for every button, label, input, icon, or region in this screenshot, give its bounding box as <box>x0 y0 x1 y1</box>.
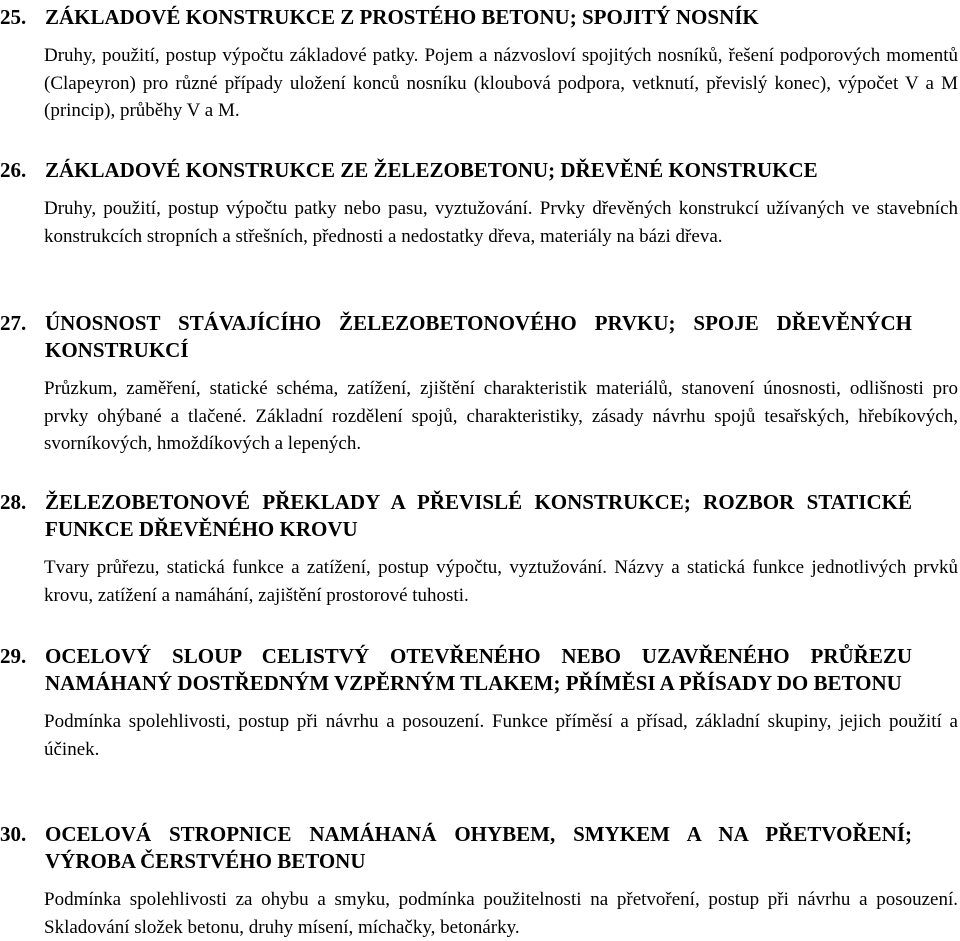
section-number: 27. <box>0 311 27 335</box>
section-25 <box>0 4 960 125</box>
section-title: ZÁKLADOVÉ KONSTRUKCE ZE ŽELEZOBETONU; DŘEVĚNÉ KONSTRUKCE <box>45 158 818 182</box>
section-body: Podmínka spolehlivosti, postup při návrhu a posouzení. Funkce příměsí a přísad, základní skupiny, jejich použití a účinek. <box>44 711 958 760</box>
section-30 <box>0 821 960 941</box>
section-number: 28. <box>0 490 27 514</box>
section-title: ÚNOSNOST STÁVAJÍCÍHO ŽELEZOBETONOVÉHO PRVKU; SPOJE DŘEVĚNÝCH KONSTRUKCÍ <box>45 311 912 362</box>
section-body: Druhy, použití, postup výpočtu patky nebo pasu, vyztužování. Prvky dřevěných konstrukcí užívaných ve stavebních konstrukcích stropních a střešních, přednosti a nedostatky dřeva, materiály na bázi dřeva. <box>44 198 958 247</box>
section-number: 25. <box>0 5 27 29</box>
section-number: 30. <box>0 822 27 846</box>
section-26 <box>0 157 960 250</box>
section-28 <box>0 489 960 609</box>
section-heading <box>0 821 912 875</box>
section-heading <box>0 310 912 364</box>
section-title: ŽELEZOBETONOVÉ PŘEKLADY A PŘEVISLÉ KONSTRUKCE; ROZBOR STATICKÉ FUNKCE DŘEVĚNÉHO KROVU <box>45 490 912 541</box>
section-number: 29. <box>0 644 27 668</box>
section-body: Průzkum, zaměření, statické schéma, zatížení, zjištění charakteristik materiálů, stanovení únosnosti, odlišnosti pro prvky ohýbané a tlačené. Základní rozdělení spojů, charakteristiky, zásady návrhu spojů tesařských, hřebíkových, svorníkových, hmoždíkových a lepených. <box>44 378 958 454</box>
section-heading <box>0 489 912 543</box>
section-title: OCELOVÁ STROPNICE NAMÁHANÁ OHYBEM, SMYKEM A NA PŘETVOŘENÍ; VÝROBA ČERSTVÉHO BETONU <box>45 822 912 873</box>
section-body: Tvary průřezu, statická funkce a zatížení, postup výpočtu, vyztužování. Názvy a statická funkce jednotlivých prvků krovu, zatížení a namáhání, zajištění prostorové tuhosti. <box>44 557 958 606</box>
section-heading <box>0 157 912 184</box>
section-title: ZÁKLADOVÉ KONSTRUKCE Z PROSTÉHO BETONU; SPOJITÝ NOSNÍK <box>45 5 759 29</box>
section-29 <box>0 643 960 763</box>
section-body: Druhy, použití, postup výpočtu základové patky. Pojem a názvosloví spojitých nosníků, řešení podporových momentů (Clapeyron) pro různé případy uložení konců nosníku (kloubová podpora, vetknutí, převislý konec), výpočet V a M (princip), průběhy V a M. <box>44 45 958 121</box>
section-body: Podmínka spolehlivosti za ohybu a smyku, podmínka použitelnosti na přetvoření, postup při návrhu a posouzení. Skladování složek betonu, druhy mísení, míchačky, betonárky. <box>44 889 958 938</box>
section-heading <box>0 4 912 31</box>
section-27 <box>0 310 960 458</box>
section-title: OCELOVÝ SLOUP CELISTVÝ OTEVŘENÉHO NEBO UZAVŘENÉHO PRŮŘEZU NAMÁHANÝ DOSTŘEDNÝM VZPĚRNÝM TLAKEM; PŘÍMĚSI A PŘÍSADY DO BETONU <box>45 644 912 695</box>
section-number: 26. <box>0 158 27 182</box>
section-heading <box>0 643 912 697</box>
